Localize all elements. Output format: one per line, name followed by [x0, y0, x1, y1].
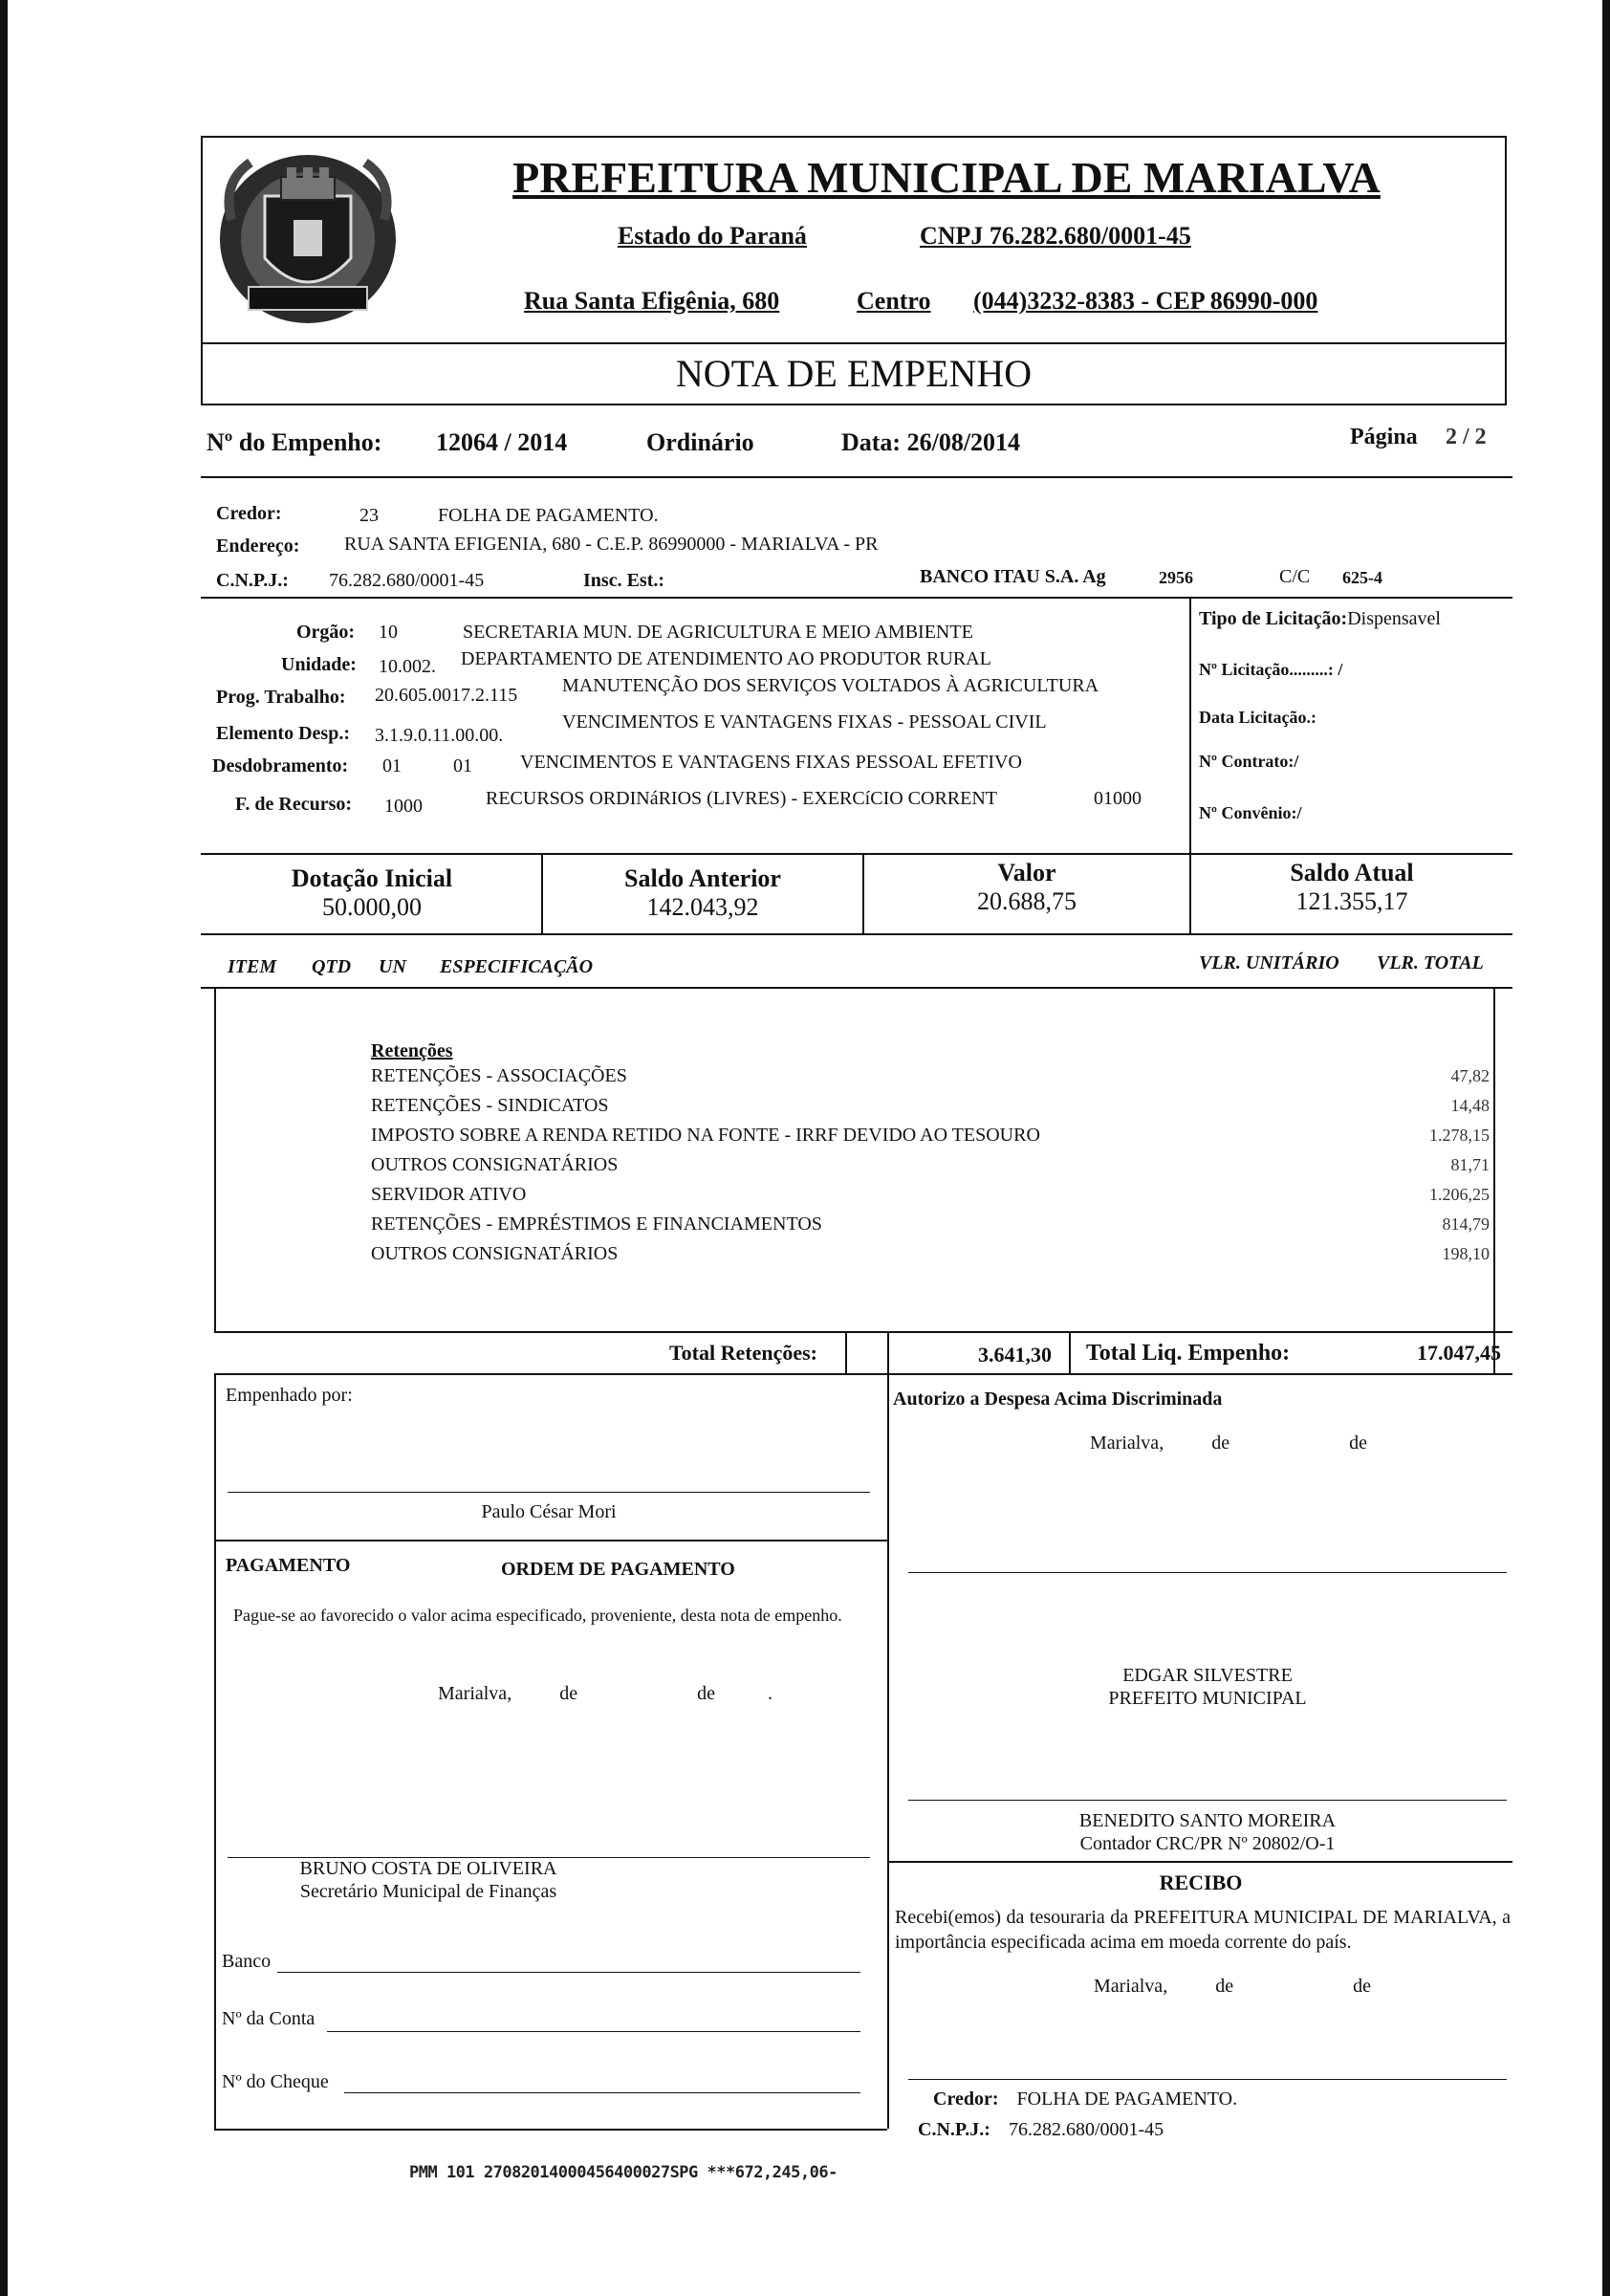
- retencao-desc: OUTROS CONSIGNATÁRIOS: [371, 1243, 619, 1264]
- desdobramento-code-2: 01: [453, 755, 472, 776]
- footer-credor-value: FOLHA DE PAGAMENTO.: [1016, 2088, 1238, 2110]
- banco-field-line[interactable]: [277, 1972, 860, 1973]
- dotacao-inicial-label: Dotação Inicial: [291, 864, 453, 892]
- signature-line-contador: [908, 1800, 1507, 1801]
- unidade-name: DEPARTAMENTO DE ATENDIMENTO AO PRODUTOR RURAL: [461, 648, 991, 669]
- contador-name: BENEDITO SANTO MOREIRA: [1078, 1810, 1337, 1831]
- total-retencoes-label: Total Retenções:: [669, 1341, 817, 1365]
- empenhado-divider: [214, 1540, 887, 1542]
- signature-line-recibo: [908, 2079, 1507, 2080]
- municipal-coat-of-arms-logo: [212, 143, 403, 344]
- retencao-row: [371, 1239, 1490, 1269]
- pagamento-place-date: Marialva, de de .: [438, 1683, 772, 1704]
- retencao-row: [371, 1121, 1490, 1150]
- valor-label: Valor: [997, 859, 1056, 886]
- recibo-text: Recebi(emos) da tesouraria da PREFEITURA MUNICIPAL DE MARIALVA, a importância especificada acima em moeda corrente do país.: [895, 1907, 1511, 1953]
- ordem-pagamento-label: ORDEM DE PAGAMENTO: [501, 1559, 735, 1580]
- prog-trabalho-code: 20.605.0017.2.115: [375, 685, 518, 706]
- prefeito-role: PREFEITO MUNICIPAL: [1108, 1688, 1307, 1709]
- scan-edge-right: [1602, 0, 1610, 2296]
- prefeitura-title: PREFEITURA MUNICIPAL DE MARIALVA: [512, 153, 1381, 202]
- empenho-date: Data: 26/08/2014: [841, 428, 1021, 456]
- saldo-anterior-value: 142.043,92: [646, 893, 759, 921]
- conta-field-line[interactable]: [327, 2031, 860, 2032]
- footer-credor-label: Credor:: [933, 2088, 999, 2110]
- cc-label: C/C: [1279, 566, 1311, 587]
- empenhado-por-label: Empenhado por:: [226, 1385, 353, 1406]
- total-divider-1: [845, 1331, 847, 1375]
- retencao-row: [371, 1180, 1490, 1210]
- orgao-label: Orgão:: [296, 622, 356, 643]
- cnpj-header: CNPJ 76.282.680/0001-45: [920, 222, 1191, 250]
- conta-label: Nº da Conta: [222, 2008, 315, 2029]
- credor-label: Credor:: [216, 503, 282, 524]
- items-left-border: [214, 989, 216, 1333]
- retencao-desc: IMPOSTO SOBRE A RENDA RETIDO NA FONTE - IRRF DEVIDO AO TESOURO: [371, 1125, 1040, 1146]
- unidade-code: 10.002.: [379, 656, 436, 677]
- empenho-type: Ordinário: [646, 428, 754, 456]
- retencao-value: 47,82: [1450, 1066, 1490, 1085]
- col-vlr-unitario: VLR. UNITÁRIO: [1199, 952, 1339, 973]
- prefeito-name: EDGAR SILVESTRE: [1122, 1665, 1293, 1686]
- payment-stamp: PMM 101 27082014000456400027SPG ***672,245,06-: [409, 2163, 838, 2182]
- retencao-desc: OUTROS CONSIGNATÁRIOS: [371, 1154, 619, 1175]
- recibo-place-date: Marialva, de de: [1094, 1976, 1371, 1997]
- secretario-role: Secretário Municipal de Finanças: [299, 1881, 557, 1902]
- banco-label: Banco: [222, 1951, 272, 1972]
- signer-paulo: Paulo César Mori: [481, 1501, 617, 1522]
- signature-line-1: [228, 1492, 870, 1493]
- items-right-border: [1493, 989, 1495, 1333]
- bank-agency: 2956: [1159, 568, 1193, 587]
- retencao-desc: SERVIDOR ATIVO: [371, 1184, 527, 1205]
- retencao-value: 1.278,15: [1429, 1126, 1490, 1145]
- retencao-row: [371, 1210, 1490, 1239]
- bank-account: 625-4: [1342, 568, 1382, 587]
- credor-divider: [201, 597, 1512, 599]
- unidade-label: Unidade:: [281, 654, 357, 675]
- tipo-licitacao-label: Tipo de Licitação:: [1199, 608, 1348, 629]
- credor-code: 23: [359, 505, 379, 526]
- saldo-anterior-label: Saldo Anterior: [624, 864, 781, 892]
- col-especificacao: ESPECIFICAÇÃO: [440, 956, 594, 977]
- fonte-recurso-name: RECURSOS ORDINáRIOS (LIVRES) - EXERCíCIO CORRENT: [486, 788, 998, 809]
- retencoes-title: Retenções: [371, 1040, 453, 1061]
- credor-cnpj-label: C.N.P.J.:: [216, 570, 289, 591]
- pagamento-label: PAGAMENTO: [226, 1555, 351, 1576]
- recibo-title: RECIBO: [1159, 1870, 1243, 1894]
- orgao-code: 10: [379, 622, 398, 643]
- fonte-recurso-label: F. de Recurso:: [235, 794, 353, 815]
- district: Centro: [857, 287, 931, 315]
- address-label: Endereço:: [216, 536, 300, 557]
- retencao-value: 81,71: [1450, 1155, 1490, 1174]
- retencao-value: 14,48: [1450, 1096, 1490, 1115]
- document-title: NOTA DE EMPENHO: [675, 352, 1033, 395]
- page-label: Página: [1350, 425, 1418, 449]
- fonte-recurso-code: 1000: [384, 796, 423, 817]
- retencao-desc: RETENÇÕES - EMPRÉSTIMOS E FINANCIAMENTOS: [371, 1214, 822, 1235]
- elemento-label: Elemento Desp.:: [216, 723, 350, 744]
- prog-trabalho-name: MANUTENÇÃO DOS SERVIÇOS VOLTADOS À AGRICULTURA: [562, 675, 1099, 696]
- total-liquido-value: 17.047,45: [1417, 1341, 1501, 1365]
- cheque-field-line[interactable]: [344, 2092, 860, 2093]
- col-qtd: QTD: [312, 956, 352, 977]
- desdobramento-name: VENCIMENTOS E VANTAGENS FIXAS PESSOAL EFETIVO: [520, 752, 1022, 773]
- budget-vertical-divider: [1189, 597, 1191, 861]
- footer-cnpj-label: C.N.P.J.:: [918, 2119, 990, 2140]
- items-header-line: [201, 987, 1512, 989]
- saldo-atual-label: Saldo Atual: [1290, 859, 1414, 886]
- total-retencoes-value: 3.641,30: [978, 1343, 1052, 1367]
- elemento-code: 3.1.9.0.11.00.00.: [375, 725, 504, 746]
- data-licitacao: Data Licitação.:: [1199, 708, 1316, 727]
- numero-contrato: Nº Contrato:/: [1199, 752, 1299, 771]
- footer-cnpj-value: 76.282.680/0001-45: [1008, 2119, 1164, 2140]
- numero-licitacao: Nº Licitação.........: /: [1199, 660, 1343, 679]
- retencao-value: 198,10: [1442, 1244, 1490, 1263]
- street-address: Rua Santa Efigênia, 680: [524, 287, 780, 315]
- credor-address: RUA SANTA EFIGENIA, 680 - C.E.P. 86990000 - MARIALVA - PR: [344, 534, 879, 555]
- retencao-row: [371, 1091, 1490, 1121]
- state-name: Estado do Paraná: [618, 222, 807, 250]
- bank-name: BANCO ITAU S.A. Ag: [920, 566, 1106, 587]
- col-vlr-total: VLR. TOTAL: [1377, 952, 1484, 973]
- signature-line-prefeito: [908, 1572, 1507, 1573]
- desdobramento-code-1: 01: [382, 755, 402, 776]
- prog-trabalho-label: Prog. Trabalho:: [216, 687, 346, 708]
- credor-name: FOLHA DE PAGAMENTO.: [438, 505, 659, 526]
- footer-left-border: [214, 1373, 216, 2129]
- retencao-desc: RETENÇÕES - SINDICATOS: [371, 1095, 609, 1116]
- orgao-name: SECRETARIA MUN. DE AGRICULTURA E MEIO AMBIENTE: [463, 622, 973, 643]
- retencao-row: [371, 1150, 1490, 1180]
- recibo-top-line: [887, 1861, 1512, 1863]
- col-un: UN: [379, 956, 406, 977]
- empenho-number: 12064 / 2014: [436, 428, 568, 456]
- valor-value: 20.688,75: [977, 887, 1077, 915]
- footer-bottom-left: [214, 2129, 887, 2131]
- desdobramento-label: Desdobramento:: [212, 755, 349, 776]
- cheque-label: Nº do Cheque: [222, 2071, 329, 2092]
- contador-role: Contador CRC/PR Nº 20802/O-1: [1079, 1833, 1336, 1854]
- fonte-recurso-extra: 01000: [1094, 788, 1142, 809]
- retencoes-total-top: [214, 1331, 1512, 1333]
- totals-top-line: [201, 853, 1512, 855]
- autorizo-place-date: Marialva, de de: [1090, 1432, 1367, 1454]
- totals-bottom-line: [201, 933, 1512, 935]
- empenho-divider: [201, 476, 1512, 478]
- total-liquido-label: Total Liq. Empenho:: [1086, 1341, 1291, 1366]
- phone-cep: (044)3232-8383 - CEP 86990-000: [973, 287, 1318, 315]
- pague-se-text: Pague-se ao favorecido o valor acima especificado, proveniente, desta nota de empenho.: [233, 1606, 842, 1625]
- autorizo-text: Autorizo a Despesa Acima Discriminada: [893, 1389, 1223, 1410]
- total-divider-3: [1069, 1331, 1071, 1375]
- retencoes-list: [371, 1061, 1490, 1269]
- credor-cnpj: 76.282.680/0001-45: [329, 570, 485, 591]
- retencao-desc: RETENÇÕES - ASSOCIAÇÕES: [371, 1065, 627, 1086]
- retencao-value: 814,79: [1442, 1214, 1490, 1234]
- numero-convenio: Nº Convênio:/: [1199, 803, 1302, 822]
- tipo-licitacao-value: Dispensavel: [1347, 608, 1441, 629]
- elemento-name: VENCIMENTOS E VANTAGENS FIXAS - PESSOAL CIVIL: [562, 711, 1047, 733]
- footer-middle-border: [887, 1373, 889, 2129]
- retencao-value: 1.206,25: [1429, 1185, 1490, 1204]
- secretario-name: BRUNO COSTA DE OLIVEIRA: [299, 1858, 557, 1879]
- scan-edge-left: [0, 0, 8, 2296]
- saldo-atual-value: 121.355,17: [1295, 887, 1408, 915]
- retencoes-total-bottom: [214, 1373, 1512, 1375]
- retencao-row: [371, 1061, 1490, 1091]
- col-item: ITEM: [228, 956, 277, 977]
- dotacao-inicial-value: 50.000,00: [322, 893, 422, 921]
- empenho-label: Nº do Empenho:: [207, 428, 382, 456]
- page-value: 2 / 2: [1446, 425, 1487, 449]
- insc-est-label: Insc. Est.:: [583, 570, 665, 591]
